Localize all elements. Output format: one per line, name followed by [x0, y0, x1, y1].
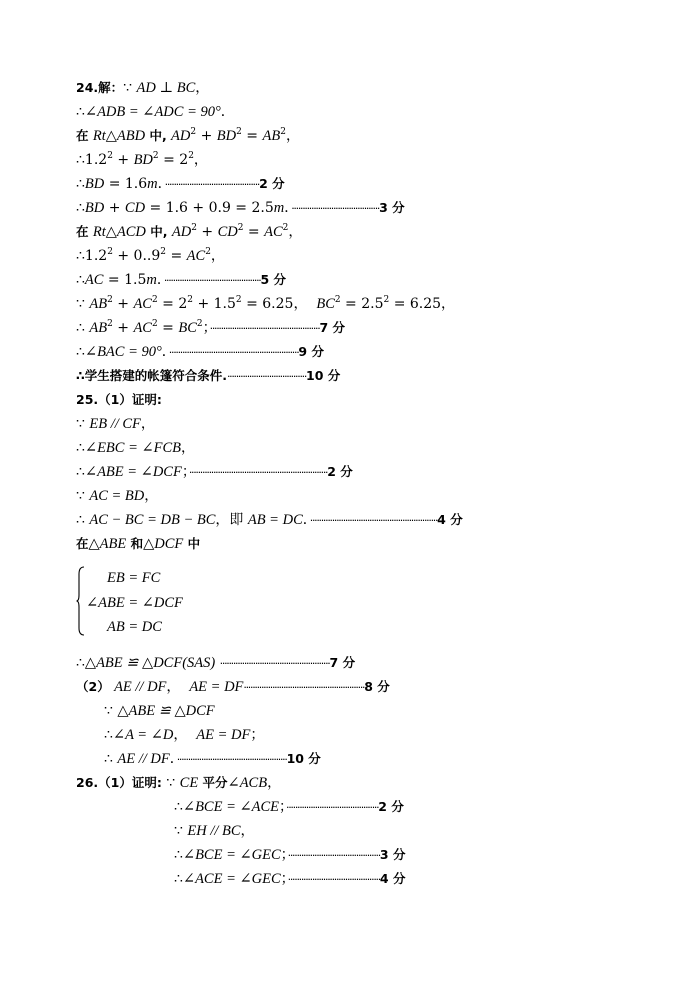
- text-run: ，: [181, 440, 196, 456]
- text-run: ∴: [76, 344, 85, 360]
- math-expression: m: [146, 272, 157, 288]
- text-run: =: [241, 128, 263, 144]
- superscript: 2: [190, 127, 197, 137]
- line-25-3: [76, 439, 195, 457]
- line-25-7: [76, 535, 200, 553]
- text-run: ，: [144, 488, 159, 504]
- text-run: ；: [202, 320, 210, 336]
- math-expression: AC = BD: [89, 488, 145, 504]
- math-expression: EH // BC: [187, 823, 241, 839]
- superscript: 2: [188, 151, 194, 161]
- math-expression: BD: [84, 200, 105, 216]
- score-label: 7 分: [329, 655, 356, 670]
- text-run: +: [104, 200, 125, 216]
- math-expression: CD: [217, 224, 238, 240]
- text-run: ∵: [161, 775, 180, 791]
- dot-leader: ·······················································: [243, 681, 365, 694]
- text-run: = 1.6: [104, 176, 148, 192]
- line-24-2: [76, 103, 235, 121]
- math-expression: AC: [186, 248, 206, 264]
- math-expression: ∠EBC = ∠FCB: [84, 440, 182, 456]
- problem-label: 26.（1）证明:: [76, 775, 162, 790]
- math-expression: AE = DF: [196, 727, 251, 743]
- score-label: 5 分: [260, 272, 287, 287]
- math-expression: EB = FC: [107, 570, 161, 586]
- text-run: +: [196, 128, 217, 144]
- text-run: 在: [76, 536, 89, 551]
- text-run: ；: [279, 799, 287, 815]
- dot-leader: ··················································: [176, 753, 287, 766]
- math-expression: BD: [216, 128, 237, 144]
- math-expression: ∠ABE = ∠DCF: [84, 464, 182, 480]
- score-label: 9 分: [298, 344, 324, 359]
- text-run: 中,: [145, 224, 172, 239]
- math-expression: ∠A = ∠D: [112, 727, 174, 743]
- text-run: 平分: [198, 775, 228, 790]
- score-label: 2 分: [327, 464, 353, 479]
- text-run: 中,: [145, 128, 172, 143]
- score-label: 8 分: [364, 679, 390, 694]
- math-expression: △ABE ≌ △DCF: [117, 703, 215, 719]
- line-26-2: [174, 798, 404, 817]
- line-25-9: [76, 678, 390, 697]
- dot-leader: ···························································: [168, 346, 299, 359]
- superscript: 2: [107, 151, 113, 161]
- math-expression: BC: [316, 296, 335, 312]
- superscript: 2: [334, 295, 341, 305]
- text-run: ；: [280, 847, 288, 863]
- dot-leader: ·······························································: [188, 466, 328, 479]
- text-run: ∴: [76, 440, 85, 456]
- text-run: 和: [126, 536, 144, 551]
- text-run: ∴: [76, 464, 85, 480]
- text-run: ，: [288, 224, 303, 240]
- math-expression: AB: [89, 320, 108, 336]
- line-25-11: [104, 726, 264, 744]
- line-25-6: [76, 511, 463, 530]
- text-run: ，: [166, 679, 190, 695]
- math-expression: ∠BAC = 90°: [84, 344, 162, 360]
- math-expression: AC: [133, 296, 152, 312]
- problem-label: 25.（1）证明:: [76, 392, 162, 407]
- dot-leader: ········································: [291, 202, 380, 215]
- math-expression: AE // DF: [114, 679, 167, 695]
- text-run: ，: [140, 416, 155, 432]
- score-label: 2 分: [259, 176, 285, 191]
- math-expression: AB: [89, 296, 108, 312]
- math-expression: Rt△ABD: [92, 128, 146, 144]
- line-24-header: [76, 79, 209, 97]
- superscript: 2: [237, 223, 244, 233]
- text-run: ∵: [123, 80, 137, 96]
- score-label: 10 分: [306, 368, 341, 383]
- math-expression: △DCF: [143, 536, 184, 552]
- text-run: + 0..9: [112, 248, 161, 264]
- text-run: ∴: [76, 655, 85, 671]
- superscript: 2: [282, 223, 289, 233]
- dot-leader: ··························································: [309, 514, 438, 527]
- superscript: 2: [107, 247, 113, 257]
- text-run: = 1.5: [103, 272, 147, 288]
- line-24-12: [76, 343, 324, 362]
- math-expression: ∠ADB = ∠ADC = 90°: [84, 104, 221, 120]
- text-run: ∴: [76, 272, 85, 288]
- superscript: 2: [191, 223, 197, 233]
- line-24-8: [76, 247, 225, 265]
- system-eq-3: [107, 618, 162, 636]
- score-label: 3 分: [379, 200, 405, 215]
- text-run: ．: [169, 751, 177, 767]
- text-run: + 1.5: [193, 296, 236, 312]
- math-expression: CE: [179, 775, 199, 791]
- dot-leader: ····································: [226, 370, 307, 383]
- line-24-7: [76, 223, 302, 241]
- math-expression: BC: [178, 320, 197, 336]
- dot-leader: ············································: [163, 274, 261, 287]
- line-25-5: [76, 487, 158, 505]
- superscript: 2: [151, 295, 158, 305]
- text-run: 1.2: [84, 152, 108, 168]
- line-24-3: [76, 127, 300, 145]
- text-run: ∵: [104, 703, 118, 719]
- text-run: = 6.25，: [389, 296, 456, 312]
- math-expression: ∠ABE = ∠DCF: [86, 595, 183, 611]
- text-run: = 1.6 + 0.9 = 2.5: [145, 200, 274, 216]
- line-26-3: [174, 822, 255, 840]
- math-expression: △ABE ≌ △DCF(SAS): [84, 655, 216, 671]
- math-expression: AD ⊥ BC: [136, 80, 196, 96]
- math-expression: AB = DC: [107, 619, 162, 635]
- line-26-5: [174, 870, 405, 889]
- superscript: 2: [236, 127, 242, 137]
- math-expression: AC: [133, 320, 152, 336]
- superscript: 2: [205, 247, 211, 257]
- math-expression: AD: [171, 128, 191, 144]
- math-expression: ∠BCE = ∠GEC: [182, 847, 281, 863]
- text-run: ∴: [76, 152, 85, 168]
- line-25-header: [76, 391, 162, 409]
- math-expression: ∠ACE = ∠GEC: [182, 871, 281, 887]
- line-25-2: [76, 415, 155, 433]
- line-24-6: [76, 199, 405, 218]
- text-run: ∴: [76, 104, 85, 120]
- text-run: = 2.5: [340, 296, 384, 312]
- text-run: ∵: [76, 296, 90, 312]
- text-run: ∴: [174, 799, 183, 815]
- text-run: ∴: [174, 871, 183, 887]
- text-run: ；: [280, 871, 288, 887]
- problem-label: 24.解：: [76, 80, 124, 95]
- line-26-header: [76, 774, 281, 792]
- superscript: 2: [152, 151, 159, 161]
- text-run: ∴: [104, 727, 113, 743]
- line-24-4: [76, 151, 208, 169]
- line-24-5: [76, 175, 285, 194]
- line-25-10: [104, 702, 215, 720]
- line-25-8: [76, 654, 355, 673]
- line-24-11: [76, 319, 345, 338]
- text-run: 在: [76, 224, 93, 239]
- text-run: ，: [285, 128, 300, 144]
- text-run: ∵: [76, 416, 90, 432]
- text-run: ，: [267, 775, 282, 791]
- math-expression: ∠BCE = ∠ACE: [182, 799, 280, 815]
- superscript: 2: [280, 127, 286, 137]
- text-run: +: [112, 152, 134, 168]
- text-run: ．: [302, 512, 310, 528]
- text-run: ；: [181, 464, 189, 480]
- text-run: ∴: [174, 847, 183, 863]
- text-run: 在: [76, 128, 93, 143]
- superscript: 2: [107, 319, 113, 329]
- text-run: 中: [183, 536, 201, 551]
- text-run: = 2: [157, 296, 188, 312]
- score-label: 3 分: [379, 847, 406, 862]
- math-expression: m: [147, 176, 158, 192]
- dot-leader: ··················································: [219, 657, 330, 670]
- text-run: +: [112, 320, 134, 336]
- math-expression: m: [273, 200, 285, 216]
- line-24-13: [76, 367, 340, 386]
- text-run: = 6.25，: [241, 296, 317, 312]
- text-run: ．: [220, 104, 235, 120]
- math-expression: Rt△ACD: [92, 224, 146, 240]
- text-run: ，: [240, 823, 255, 839]
- text-run: =: [243, 224, 265, 240]
- text-run: ∴: [76, 248, 85, 264]
- math-expression: AD: [171, 224, 192, 240]
- line-24-10: [76, 295, 455, 313]
- score-label: 7 分: [319, 320, 346, 335]
- text-run: ．: [157, 176, 165, 192]
- system-eq-2: [86, 594, 183, 612]
- text-run: ．: [156, 272, 164, 288]
- superscript: 2: [196, 319, 203, 329]
- text-run: ，: [193, 152, 208, 168]
- math-expression: ∠ACB: [227, 775, 268, 791]
- text-run: ，即: [215, 512, 248, 528]
- text-run: ∴: [76, 320, 90, 336]
- score-label: 4 分: [437, 512, 463, 527]
- superscript: 2: [107, 295, 113, 305]
- text-run: +: [196, 224, 218, 240]
- score-label: 2 分: [378, 799, 404, 814]
- math-expression: AC − BC = DB − BC: [89, 512, 216, 528]
- line-25-4: [76, 463, 353, 482]
- problem-label: （2）: [76, 679, 115, 694]
- text-run: ∴学生搭建的帐篷符合条件.: [76, 368, 227, 383]
- dot-leader: ···········································: [164, 178, 260, 191]
- math-expression: AE // DF: [117, 751, 170, 767]
- text-run: =: [157, 320, 179, 336]
- math-expression: CD: [124, 200, 146, 216]
- score-label: 4 分: [379, 871, 406, 886]
- line-24-9: [76, 271, 286, 290]
- text-run: ∴: [76, 512, 90, 528]
- text-run: =: [166, 248, 187, 264]
- text-run: ；: [250, 727, 265, 743]
- dot-leader: ··········································: [287, 849, 380, 862]
- math-expression: BD: [133, 152, 153, 168]
- text-run: ∵: [174, 823, 188, 839]
- dot-leader: ··········································: [286, 801, 379, 814]
- math-expression: AB: [262, 128, 281, 144]
- text-run: ，: [173, 727, 197, 743]
- superscript: 2: [383, 295, 390, 305]
- text-run: ，: [195, 80, 210, 96]
- math-expression: AC: [84, 272, 104, 288]
- system-eq-1: [107, 569, 160, 587]
- text-run: ∴: [76, 200, 85, 216]
- superscript: 2: [235, 295, 242, 305]
- text-run: ∵: [76, 488, 90, 504]
- math-expression: BD: [84, 176, 105, 192]
- text-run: = 2: [158, 152, 189, 168]
- line-26-4: [174, 846, 405, 865]
- text-run: ．: [161, 344, 169, 360]
- score-label: 10 分: [286, 751, 321, 766]
- superscript: 2: [151, 319, 158, 329]
- math-expression: EB // CF: [89, 416, 141, 432]
- dot-leader: ··········································: [287, 873, 380, 886]
- math-expression: △ABE: [88, 536, 127, 552]
- math-expression: AB = DC: [247, 512, 303, 528]
- superscript: 2: [160, 247, 167, 257]
- math-expression: AE = DF: [189, 679, 244, 695]
- text-run: 1.2: [84, 248, 108, 264]
- text-run: ∴: [76, 176, 85, 192]
- dot-leader: ··················································: [209, 322, 320, 335]
- superscript: 2: [187, 295, 193, 305]
- text-run: ∴: [104, 751, 118, 767]
- line-25-12: [104, 750, 321, 769]
- text-run: ．: [284, 200, 292, 216]
- system-brace: [76, 566, 86, 636]
- text-run: ，: [210, 248, 225, 264]
- math-expression: AC: [264, 224, 283, 240]
- text-run: +: [112, 296, 134, 312]
